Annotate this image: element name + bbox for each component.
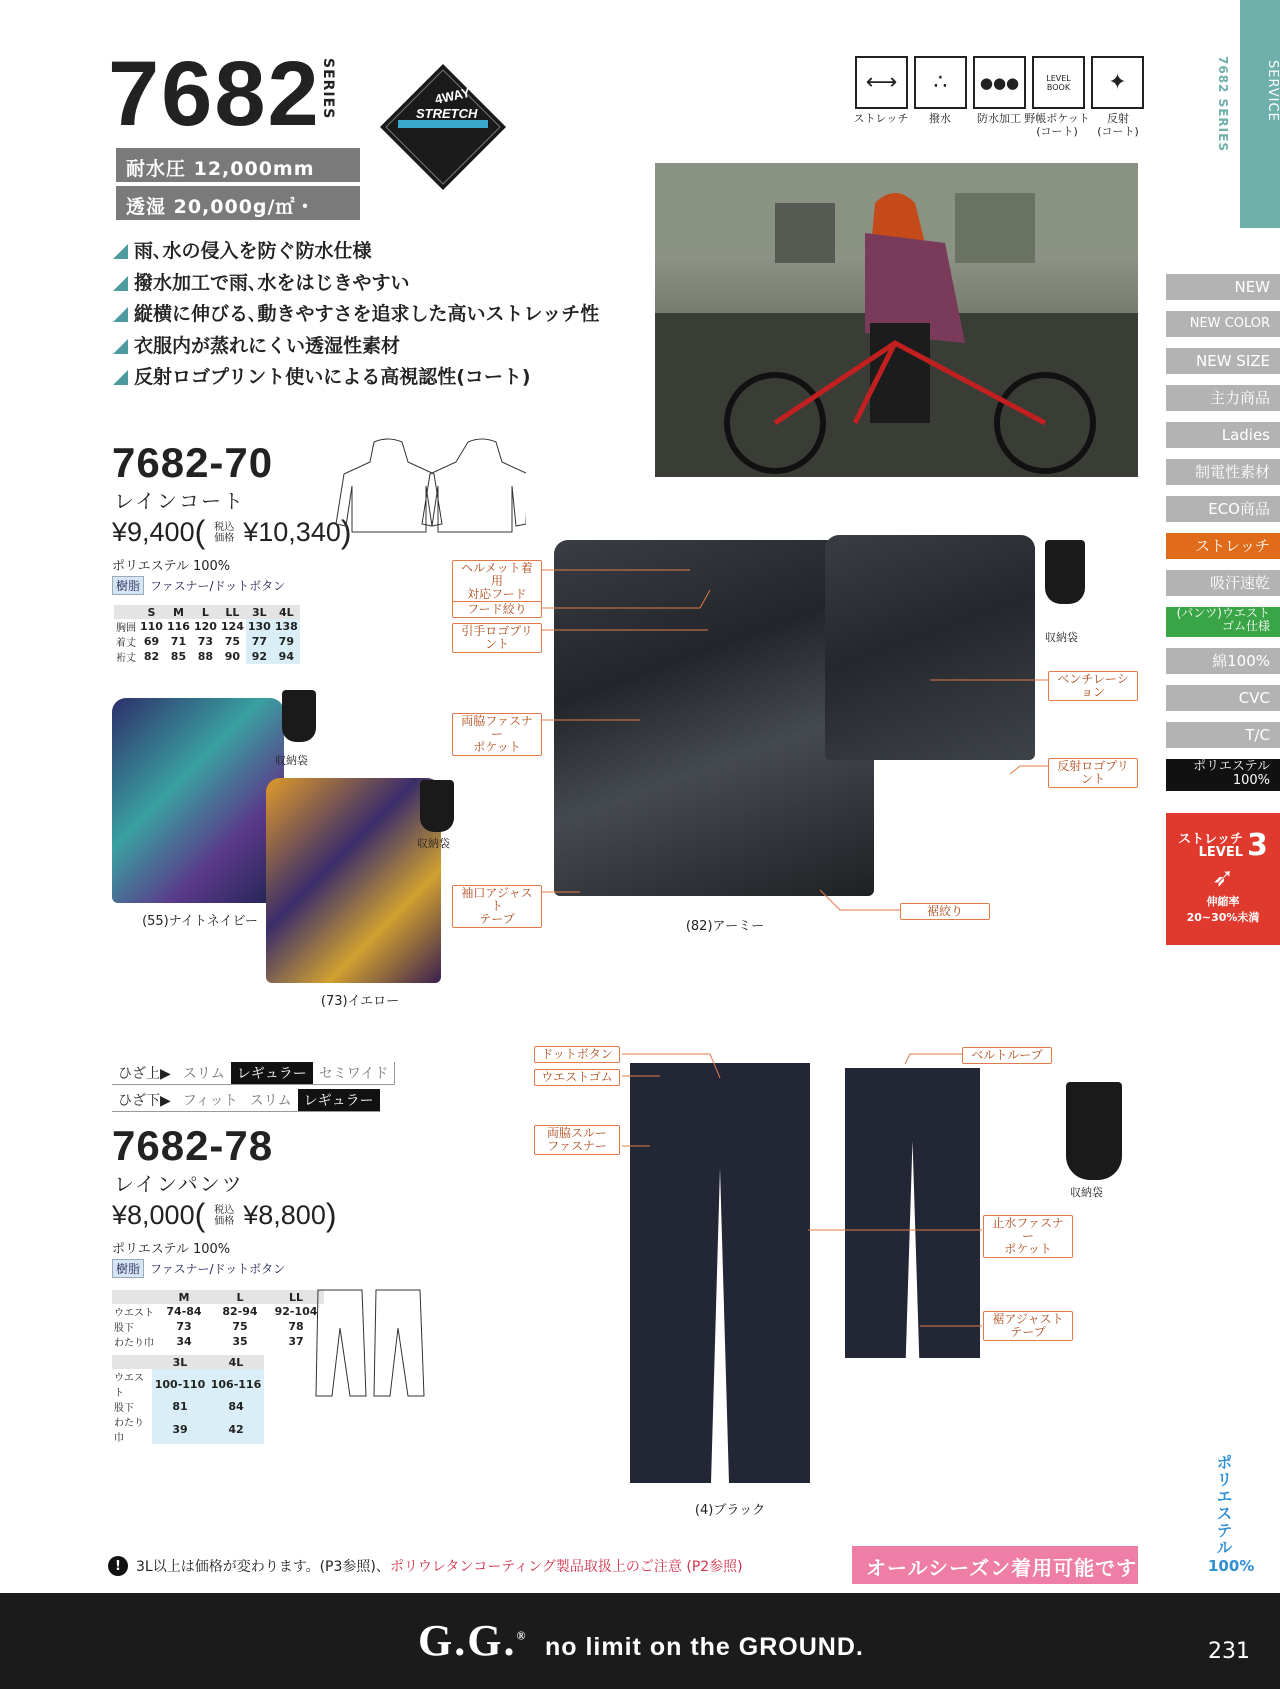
- cell: 34: [176, 1335, 192, 1348]
- closure-text: ファスナー/ドットボタン: [150, 579, 286, 593]
- stretch-level-box: [1166, 813, 1280, 945]
- tag-eco: ECO商品: [1166, 496, 1280, 522]
- feature-item: 反射ロゴプリント使いによる高視認性(コート): [113, 362, 599, 394]
- fit-option: フィット: [182, 1093, 238, 1109]
- pouch-label: 収納袋: [1070, 1186, 1103, 1199]
- cell: 90: [224, 650, 241, 663]
- pants-price-base: ¥8,000: [112, 1200, 195, 1230]
- series-number: 7682: [108, 43, 321, 145]
- callout-waist-rubber: ウエストゴム: [534, 1069, 620, 1086]
- pants-closure: [112, 1259, 285, 1278]
- cell: 92: [246, 649, 273, 664]
- page-number: 231: [1208, 1639, 1250, 1664]
- pants-product-name: レインパンツ: [114, 1172, 244, 1196]
- callout-hem-drawstring: 裾絞り: [900, 903, 990, 920]
- row-label: 股下: [114, 1403, 134, 1414]
- cell: 37: [288, 1335, 304, 1348]
- callout-reflective-logo: 反射ロゴプリント: [1048, 758, 1138, 788]
- callout-helmet-hood: ヘルメット着用 対応フード: [452, 560, 542, 603]
- cell: 116: [166, 620, 190, 633]
- cell: 85: [170, 650, 187, 663]
- fit-below-label: ひざ下▶: [118, 1093, 171, 1109]
- callout-through-zipper: 両脇スルー ファスナー: [534, 1125, 620, 1155]
- reflective-label: 反射 (コート): [1097, 112, 1139, 138]
- stretch-arrow-icon: ➶: [1212, 863, 1234, 893]
- pants-size-table-1: [112, 1290, 324, 1349]
- coat-navy-image: [112, 698, 284, 903]
- water-repellent-label: 撥水: [929, 112, 951, 125]
- note-price: 3L以上は価格が変わります。(P3参照)、: [136, 1559, 390, 1575]
- fit-knee-above: [112, 1062, 395, 1085]
- series-vertical-label: 7682 SERIES: [1216, 56, 1230, 152]
- badge-line2: STRETCH: [416, 106, 478, 121]
- moisture-permeability-spec: 透湿 20,000g/㎡・24h: [116, 186, 360, 220]
- fit-option-selected: レギュラー: [298, 1089, 380, 1111]
- coat-material: ポリエステル 100%: [112, 559, 231, 574]
- row-label: 胸囲: [116, 623, 136, 634]
- tag-cotton: 綿100%: [1166, 648, 1280, 674]
- size-header: LL: [219, 605, 246, 619]
- material-vertical: ポリエステル: [1214, 1454, 1233, 1556]
- tag-sweat-dry: 吸汗速乾: [1166, 570, 1280, 596]
- fit-option-selected: レギュラー: [231, 1062, 313, 1084]
- pouch-image: [282, 690, 316, 742]
- callout-pull-logo: 引手ロゴプリント: [452, 623, 542, 653]
- coat-color-caption: (55)ナイトネイビー: [142, 914, 258, 929]
- pouch-image: [420, 780, 454, 832]
- row-label: 裄丈: [116, 653, 136, 664]
- cell: 73: [197, 635, 214, 648]
- waterproof-icon: ●●●: [973, 56, 1026, 109]
- tag-polyester: ポリエステル100%: [1166, 759, 1280, 791]
- pants-color-caption: (4)ブラック: [694, 1503, 766, 1518]
- coat-yellow-image: [266, 778, 441, 983]
- row-label: ウエスト: [114, 1308, 154, 1319]
- cell: 35: [232, 1335, 248, 1348]
- feature-item: 撥水加工で雨､水をはじきやすい: [113, 268, 599, 300]
- cell: 82: [143, 650, 160, 663]
- callout-side-pockets: 両脇ファスナー ポケット: [452, 713, 542, 756]
- callout-hem-tape: 裾アジャスト テープ: [983, 1311, 1073, 1341]
- service-tab[interactable]: SERVICE: [1240, 0, 1280, 228]
- cell: 94: [273, 649, 300, 664]
- resin-label: 樹脂: [112, 1259, 144, 1278]
- cell: 71: [170, 635, 187, 648]
- tag-new-color: NEW COLOR: [1166, 311, 1280, 337]
- size-header: L: [212, 1290, 268, 1304]
- cell: 42: [208, 1414, 264, 1444]
- size-header: M: [165, 605, 192, 619]
- pants-price: ¥8,000 ( 税込価格 ¥8,800 ): [112, 1197, 337, 1233]
- cell: 39: [152, 1414, 208, 1444]
- cell: 120: [193, 620, 217, 633]
- row-label: 股下: [114, 1323, 134, 1334]
- cell: 106-116: [208, 1369, 264, 1399]
- level-book-icon: LEVEL BOOK: [1032, 56, 1085, 109]
- pants-line-drawing: [314, 1288, 434, 1400]
- size-header: 4L: [208, 1355, 264, 1369]
- size-header: 4L: [273, 605, 300, 619]
- cell: 78: [288, 1320, 304, 1333]
- note-polyurethane-link[interactable]: ポリウレタンコーティング製品取扱上のご注意 (P2参照): [389, 1559, 743, 1575]
- tax-label: 税込価格: [214, 1204, 235, 1227]
- callout-dot-button: ドットボタン: [534, 1046, 620, 1063]
- tag-main-product: 主力商品: [1166, 385, 1280, 411]
- pants-size-table-2: [112, 1355, 264, 1444]
- size-header: L: [192, 605, 219, 619]
- size-header: M: [156, 1290, 212, 1304]
- tag-ladies: Ladies: [1166, 422, 1280, 448]
- cell: 82-94: [222, 1305, 258, 1318]
- cell: 110: [140, 620, 163, 633]
- stretch-level-label: ストレッチ: [1178, 832, 1243, 847]
- level-book-label: 野帳ポケット (コート): [1024, 112, 1090, 138]
- cell: 69: [143, 635, 160, 648]
- badge-line1: 4WAY: [433, 84, 472, 107]
- callout-belt-loop: ベルトループ: [962, 1047, 1052, 1064]
- cell: 79: [273, 634, 300, 649]
- pants-product-code: 7682-78: [112, 1122, 274, 1169]
- footer: [0, 1593, 1280, 1689]
- coat-color-caption: (82)アーミー: [685, 919, 765, 934]
- cell: 84: [208, 1399, 264, 1414]
- pants-leader-lines: [620, 1050, 990, 1340]
- series-word: SERIES: [320, 58, 336, 120]
- feature-item: 雨､水の侵入を防ぐ防水仕様: [113, 236, 599, 268]
- tag-new: NEW: [1166, 274, 1280, 300]
- fit-knee-below: [112, 1089, 380, 1112]
- pouch-label: 収納袋: [417, 837, 450, 850]
- reflective-icon: ✦: [1091, 56, 1144, 109]
- brand-slogan: no limit on the GROUND.: [545, 1633, 864, 1661]
- water-pressure-spec: 耐水圧 12,000mm: [116, 148, 360, 182]
- fit-above-label: ひざ上▶: [118, 1066, 171, 1082]
- row-label: わたり巾: [114, 1338, 154, 1349]
- cell: 138: [274, 620, 298, 633]
- coat-price-tax: ¥10,340: [243, 517, 341, 547]
- material-percent: 100%: [1208, 1557, 1255, 1575]
- row-label: 着丈: [116, 638, 136, 649]
- cell: 92-104: [274, 1305, 318, 1318]
- row-label: わたり巾: [114, 1418, 144, 1444]
- feature-item: 衣服内が蒸れにくい透湿性素材: [113, 331, 599, 363]
- cell: 77: [246, 634, 273, 649]
- size-header: 3L: [246, 605, 273, 619]
- coat-price: ¥9,400 ( 税込価格 ¥10,340 ): [112, 514, 352, 550]
- cell: 100-110: [152, 1369, 208, 1399]
- stretch-rate: 20~30%未満: [1186, 911, 1260, 924]
- cell: 75: [232, 1320, 248, 1333]
- fit-option: セミワイド: [313, 1062, 396, 1084]
- tag-waist-rubber: (パンツ)ウエストゴム仕様: [1166, 607, 1280, 637]
- brand-logo: G.G.®: [418, 1616, 528, 1665]
- cell: 130: [247, 620, 271, 633]
- coat-product-name: レインコート: [114, 489, 245, 513]
- callout-hood-drawstring: フード絞り: [452, 601, 542, 618]
- closure-text: ファスナー/ドットボタン: [150, 1262, 286, 1276]
- four-way-stretch-badge: [378, 62, 508, 192]
- tag-new-size: NEW SIZE: [1166, 348, 1280, 374]
- callout-cuff-tape: 袖口アジャスト テープ: [452, 885, 542, 928]
- cell: 75: [224, 635, 241, 648]
- water-repellent-icon: ∴: [914, 56, 967, 109]
- tax-label: 税込価格: [214, 521, 235, 544]
- cell: 81: [152, 1399, 208, 1414]
- tag-stretch: ストレッチ: [1166, 533, 1280, 559]
- pants-price-tax: ¥8,800: [243, 1200, 326, 1230]
- coat-color-caption: (73)イエロー: [320, 994, 400, 1009]
- notes-bar: [108, 1556, 743, 1576]
- size-header: LL: [268, 1290, 324, 1304]
- pants-material: ポリエステル 100%: [112, 1242, 231, 1257]
- coat-product-code: 7682-70: [112, 439, 274, 486]
- resin-label: 樹脂: [112, 576, 144, 595]
- stretch-rate-label: 伸縮率: [1206, 895, 1240, 908]
- tag-cvc: CVC: [1166, 685, 1280, 711]
- callout-waterproof-zip-pocket: 止水ファスナー ポケット: [983, 1215, 1073, 1258]
- fit-option: スリム: [182, 1066, 225, 1082]
- cell: 74-84: [166, 1305, 202, 1318]
- row-label: ウエスト: [114, 1373, 144, 1399]
- cell: 124: [220, 620, 244, 633]
- coat-price-base: ¥9,400: [112, 517, 195, 547]
- tag-antistatic: 制電性素材: [1166, 459, 1280, 485]
- fit-option: スリム: [249, 1093, 292, 1109]
- stretch-label: ストレッチ: [853, 112, 909, 125]
- coat-leader-lines: [540, 560, 1100, 920]
- size-header: S: [138, 605, 165, 619]
- pouch-image: [1066, 1082, 1122, 1180]
- pouch-label: 収納袋: [1045, 631, 1078, 644]
- feature-item: 縦横に伸びる､動きやすさを追求した高いストレッチ性: [113, 299, 599, 331]
- warning-icon: !: [108, 1556, 128, 1576]
- stretch-icon: ⟷: [855, 56, 908, 109]
- cell: 73: [176, 1320, 192, 1333]
- cell: 88: [197, 650, 214, 663]
- callout-ventilation: ベンチレーション: [1048, 671, 1138, 701]
- coat-size-table: [114, 605, 300, 664]
- size-header: 3L: [152, 1355, 208, 1369]
- stretch-level-number: 3: [1247, 828, 1268, 863]
- all-season-banner: オールシーズン着用可能です: [852, 1546, 1138, 1584]
- coat-closure: [112, 576, 285, 595]
- coat-line-drawing: [326, 438, 526, 538]
- tag-tc: T/C: [1166, 722, 1280, 748]
- pouch-label: 収納袋: [275, 754, 308, 767]
- waterproof-label: 防水加工: [977, 112, 1021, 125]
- cyclist-photo: [655, 163, 1138, 477]
- feature-list: [113, 236, 599, 394]
- level-word: LEVEL: [1198, 845, 1243, 860]
